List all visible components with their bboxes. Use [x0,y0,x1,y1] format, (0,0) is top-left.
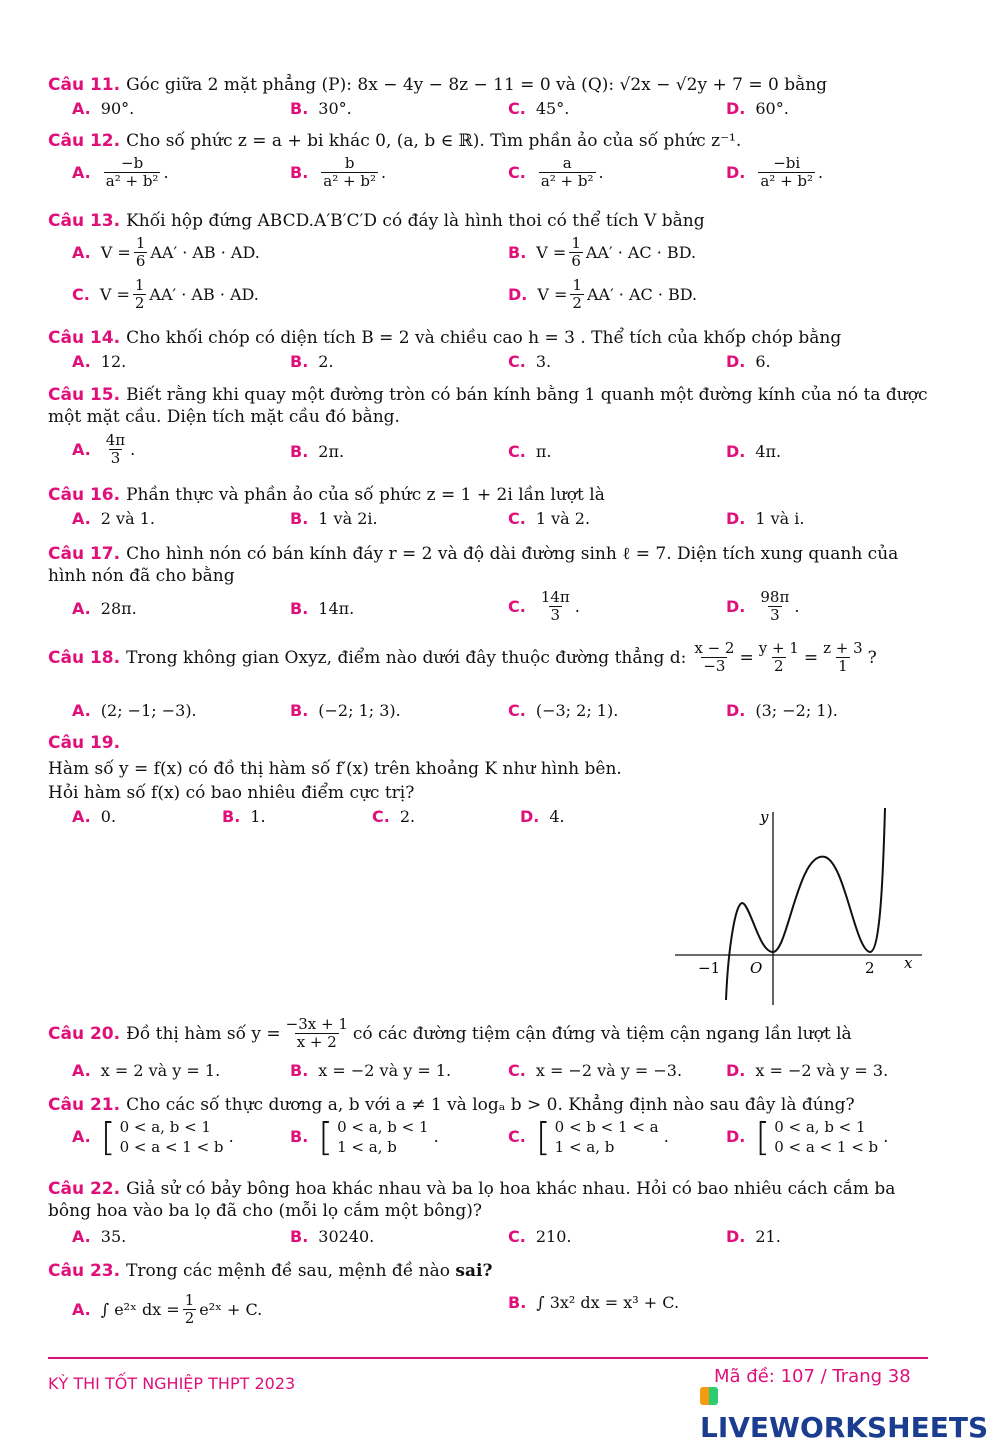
option-b[interactable]: B. 30240. [290,1227,375,1246]
question-label: Câu 11. [48,75,121,95]
option-c[interactable]: C. $\frac{14\pi}{3}$ . [508,588,580,624]
option-b[interactable]: B. x = −2 và y = 1. [290,1061,452,1080]
question-19-line1: Hàm số y = f(x) có đồ thị hàm số f′(x) trên khoảng K như hình bên. [48,759,622,779]
question-15: Câu 15. Biết rằng khi quay một đường tròn có bán kính bằng 1 quanh một đường kính của nó ta được một mặt cầu. Diện tích mặt cầu đó bằng. [48,385,928,427]
option-a[interactable]: A. $\frac{-b}{\text{a² + b²}}$ . [72,154,169,190]
question-17: Câu 17. Cho hình nón có bán kính đáy r = 2 và độ dài đường sinh ℓ = 7. Diện tích xung quanh của hình nón đã cho bằng [48,544,899,586]
option-b[interactable]: B. 2. [290,352,334,371]
question-22: Câu 22. Giả sử có bảy bông hoa khác nhau và ba lọ hoa khác nhau. Hỏi có bao nhiêu cách cắm ba bông hoa vào ba lọ đã cho (mỗi lọ cắm một bông)? [48,1179,896,1221]
option-d[interactable]: D. V = $\frac{1}{2}$ AA′ · AC · BD. [508,276,698,312]
option-c[interactable]: C. 1 và 2. [508,509,591,528]
question-16: Câu 16. Phần thực và phần ảo của số phức z = 1 + 2i lần lượt là [48,485,605,505]
question-13 [48,210,938,232]
option-a[interactable]: A. 35. [72,1227,127,1246]
option-d[interactable]: D. x = −2 và y = 3. [726,1061,889,1080]
question-12 [48,130,938,152]
option-d[interactable]: D. 4. [520,807,565,826]
question-text: Khối hộp đứng ABCD.A′B′C′D có đáy là hình thoi có thể tích V bằng [126,211,705,231]
footer-divider [48,1357,928,1359]
option-a[interactable]: A. 2 và 1. [72,509,155,528]
option-a[interactable]: A. [ 0 < a, b < 1 0 < a < 1 < b . [72,1115,234,1159]
question-text: Cho số phức z = a + bi khác 0, (a, b ∈ ℝ). Tìm phần ảo của số phức z⁻¹. [126,131,742,151]
option-a[interactable]: A. 12. [72,352,127,371]
question-label: Câu 13. [48,211,121,231]
option-a[interactable]: A. 0. [72,807,117,826]
fraction: $\frac{-bi}{\text{a² + b²}}$ [760,154,814,190]
option-a[interactable]: A. ∫ e²ˣ dx = $\frac{1}{2}$ e²ˣ + C. [72,1291,263,1327]
liveworksheets-logo: LIVEWORKSHEETS [700,1378,1000,1444]
derivative-graph [670,800,930,1010]
option-c[interactable]: C. [ 0 < b < 1 < a 1 < a, b . [508,1115,669,1159]
option-d[interactable]: D. [ 0 < a, b < 1 0 < a < 1 < b . [726,1115,889,1159]
exam-title: KỲ THI TỐT NGHIỆP THPT 2023 [48,1374,296,1393]
origin-label: O [750,959,763,977]
page-code: Mã đề: 107 / Trang 38 [714,1366,911,1387]
question-14: Câu 14. Cho khối chóp có diện tích B = 2 và chiều cao h = 3 . Thể tích của khốp chóp bằng [48,328,842,348]
fraction: $\frac{-b}{\text{a² + b²}}$ [105,154,159,190]
question-18: Câu 18. Trong không gian Oxyz, điểm nào dưới đây thuộc đường thẳng d: $\frac{x - 2}{-3}$ = $\frac{y + 1}{2}$ = $\frac{z + 3}{1}$ ? [48,639,877,675]
option-b[interactable]: B. V = $\frac{1}{6}$ AA′ · AC · BD. [508,234,697,270]
question-label: Câu 12. [48,131,121,151]
option-c[interactable]: C. 2. [372,807,416,826]
option-c[interactable]: C. (−3; 2; 1). [508,701,619,720]
option-b[interactable]: B. $\frac{b}{\text{a² + b²}}$ . [290,154,387,190]
option-d[interactable]: D. $\frac{98\pi}{3}$ . [726,588,800,624]
question-21: Câu 21. Cho các số thực dương a, b với a ≠ 1 và logₐ b > 0. Khẳng định nào sau đây là đúng? [48,1095,855,1115]
option-c[interactable]: C. V = $\frac{1}{2}$ AA′ · AB · AD. [72,276,259,312]
question-20: Câu 20. Đồ thị hàm số y = $\frac{-3x + 1}{x + 2}$ có các đường tiệm cận đứng và tiệm cận ngang lần lượt là [48,1015,852,1051]
option-c[interactable]: C. π. [508,442,552,461]
option-b[interactable]: B. [ 0 < a, b < 1 1 < a, b . [290,1115,439,1159]
option-b[interactable]: B. 1 và 2i. [290,509,378,528]
fraction: $\frac{a}{\text{a² + b²}}$ [540,154,594,190]
option-b[interactable]: B. ∫ 3x² dx = x³ + C. [508,1293,680,1312]
option-c[interactable]: C. 3. [508,352,552,371]
option-d[interactable]: D. 60°. [726,99,789,118]
option-a[interactable]: A. 28π. [72,599,137,618]
logo-icon [700,1387,718,1405]
option-a[interactable]: A. V = $\frac{1}{6}$ AA′ · AB · AD. [72,234,260,270]
option-b[interactable]: B. 30°. [290,99,352,118]
option-d[interactable]: D. 6. [726,352,771,371]
question-text: Góc giữa 2 mặt phẳng (P): 8x − 4y − 8z − 11 = 0 và (Q): √2x − √2y + 7 = 0 bằng [126,75,828,95]
option-a[interactable]: A. (2; −1; −3). [72,701,197,720]
option-b[interactable]: B. 1. [222,807,266,826]
tick-label: −1 [698,959,721,977]
x-axis-label: x [904,954,913,972]
option-a[interactable]: A. $\frac{4\pi}{3}$ . [72,431,136,467]
question-11 [48,74,938,96]
option-b[interactable]: B. 2π. [290,442,345,461]
option-d[interactable]: D. $\frac{-bi}{\text{a² + b²}}$ . [726,154,824,190]
option-d[interactable]: D. 4π. [726,442,782,461]
question-19-line2: Hỏi hàm số f(x) có bao nhiêu điểm cực trị? [48,783,415,803]
y-axis-label: y [760,808,769,826]
question-23: Câu 23. Trong các mệnh đề sau, mệnh đề nào sai? [48,1261,493,1281]
option-c[interactable]: C. x = −2 và y = −3. [508,1061,683,1080]
option-d[interactable]: D. 21. [726,1227,781,1246]
option-d[interactable]: D. 1 và i. [726,509,805,528]
option-c[interactable]: C. 210. [508,1227,572,1246]
option-c[interactable]: C. $\frac{a}{\text{a² + b²}}$ . [508,154,604,190]
option-b[interactable]: B. 14π. [290,599,355,618]
option-a[interactable]: A. 90°. [72,99,135,118]
fraction: $\frac{b}{\text{a² + b²}}$ [323,154,376,190]
tick-label: 2 [865,959,875,977]
option-d[interactable]: D. (3; −2; 1). [726,701,838,720]
question-19: Câu 19. [48,733,121,753]
option-a[interactable]: A. x = 2 và y = 1. [72,1061,221,1080]
option-c[interactable]: C. 45°. [508,99,570,118]
option-b[interactable]: B. (−2; 1; 3). [290,701,401,720]
